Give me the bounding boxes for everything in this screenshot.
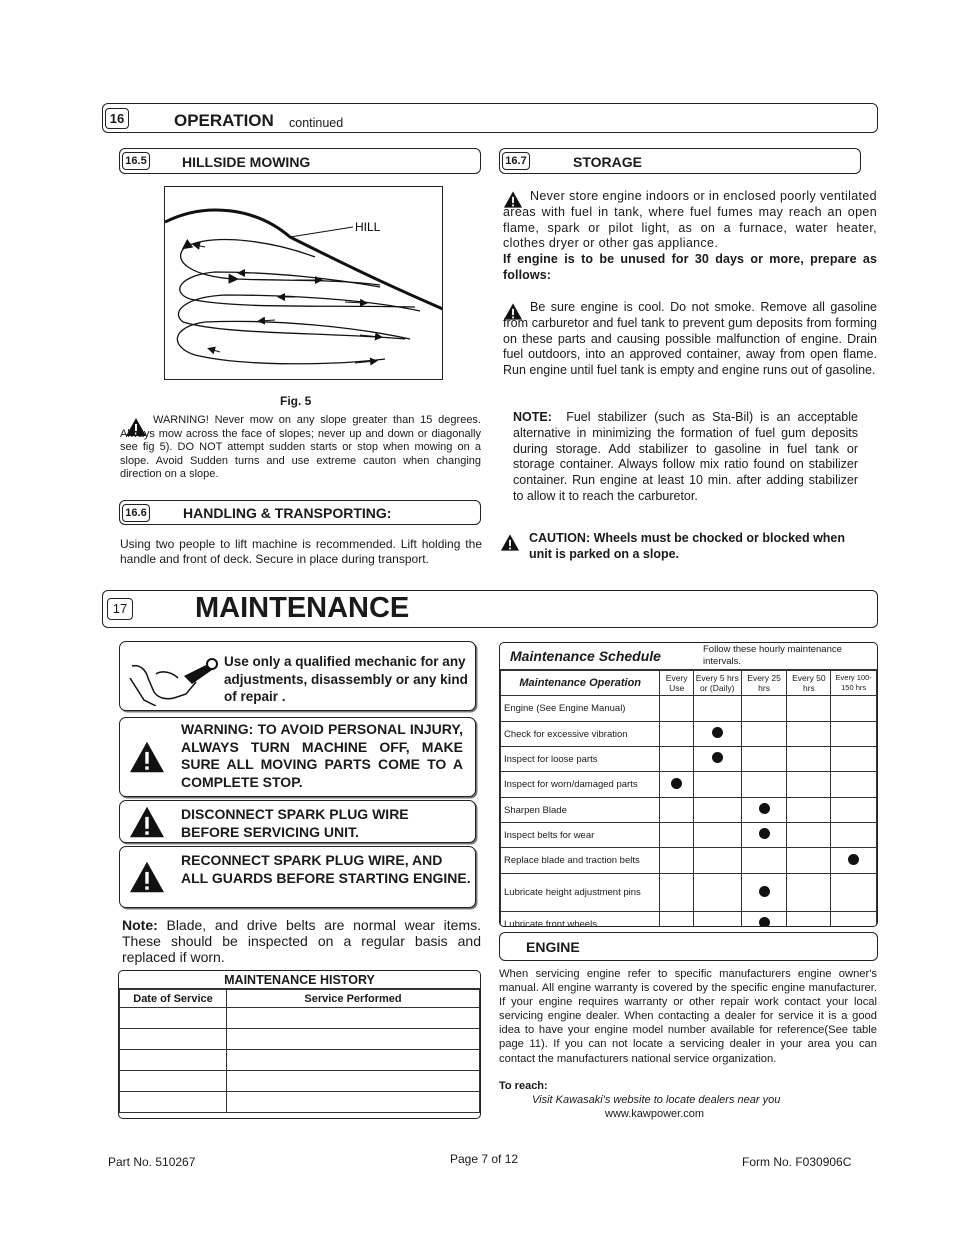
- mechanic-box: [119, 641, 476, 711]
- schedule-header-interval: Every Use: [660, 671, 693, 696]
- schedule-row: [501, 747, 877, 772]
- disconnect-text: DISCONNECT SPARK PLUG WIRE BEFORE SERVICING UNIT.: [181, 806, 409, 840]
- schedule-cell: [693, 912, 741, 928]
- schedule-cell: [741, 747, 787, 772]
- section-number: 17: [107, 598, 133, 620]
- schedule-cell: [660, 912, 693, 928]
- note-text: Fuel stabilizer (such as Sta-Bil) is an acceptable alternative in minimizing the formation of fuel gum deposits during storage. Add stabilizer to gasoline in fuel tank or storage container. Always follow mix ratio found on stabilizer container. Run engine at least 10 min. after adding stabilizer to allow it to reach the carburetor.: [513, 410, 858, 503]
- schedule-row: [501, 722, 877, 747]
- section-number: 16: [105, 108, 129, 129]
- schedule-operation: Inspect for worn/damaged parts: [501, 772, 660, 798]
- schedule-cell: [660, 772, 693, 798]
- schedule-header-interval: Every 100-150 hrs: [831, 671, 877, 696]
- schedule-cell: [831, 696, 877, 722]
- interval-dot-icon: [712, 752, 723, 763]
- schedule-row: [501, 823, 877, 848]
- schedule-header-operation: Maintenance Operation: [501, 671, 660, 696]
- schedule-cell: [741, 848, 787, 874]
- schedule-cell: [831, 848, 877, 874]
- warning-icon: [128, 805, 166, 839]
- hill-label: HILL: [355, 220, 381, 234]
- schedule-cell: [741, 823, 787, 848]
- schedule-operation: Inspect belts for wear: [501, 823, 660, 848]
- schedule-cell: [831, 798, 877, 823]
- schedule-cell: [741, 874, 787, 912]
- schedule-row: [501, 798, 877, 823]
- history-col-date: Date of Service: [120, 990, 227, 1008]
- maintenance-history: [118, 970, 481, 1119]
- history-row[interactable]: [120, 1008, 480, 1029]
- form-number: Form No. F030906C: [742, 1155, 852, 1169]
- schedule-cell: [831, 912, 877, 928]
- schedule-cell: [693, 848, 741, 874]
- turn-off-warning-text: WARNING: TO AVOID PERSONAL INJURY, ALWAYS TURN MACHINE OFF, MAKE SURE ALL MOVING PARTS COME TO A COMPLETE STOP.: [181, 721, 463, 790]
- schedule-operation: Inspect for loose parts: [501, 747, 660, 772]
- schedule-cell: [787, 823, 831, 848]
- schedule-operation: Sharpen Blade: [501, 798, 660, 823]
- schedule-cell: [693, 874, 741, 912]
- schedule-cell: [693, 772, 741, 798]
- schedule-cell: [831, 772, 877, 798]
- schedule-cell: [787, 722, 831, 747]
- interval-dot-icon: [759, 828, 770, 839]
- warning-icon: [128, 860, 166, 894]
- wear-note: [122, 917, 481, 965]
- interval-dot-icon: [759, 917, 770, 927]
- hill-diagram: [165, 187, 442, 379]
- storage-note: [513, 410, 858, 505]
- schedule-cell: [741, 798, 787, 823]
- interval-dot-icon: [712, 727, 723, 738]
- storage-paragraph-1: [503, 189, 877, 284]
- transport-text: Using two people to lift machine is recommended. Lift holding the handle and front of deck. Secure in place during transport.: [120, 537, 482, 566]
- engine-text: When servicing engine refer to specific manufacturers engine owner's manual. All engine warranty is covered by the specific engine manufacturer. If your engine requires warranty or other repair work contact your local servicing engine dealer. When contacting a dealer for service it is a good idea to have your engine model number available for reference(See table page 11). If you can not locate a servicing dealer in your area you can contact the manufacturers national service organization.: [499, 968, 877, 1065]
- schedule-operation: Lubricate front wheels: [501, 912, 660, 928]
- schedule-cell: [660, 848, 693, 874]
- note-label: NOTE:: [513, 410, 552, 424]
- subsection-number: 16.5: [122, 152, 150, 170]
- schedule-cell: [787, 874, 831, 912]
- schedule-cell: [693, 696, 741, 722]
- schedule-cell: [660, 696, 693, 722]
- wear-note-label: Note:: [122, 917, 158, 933]
- schedule-cell: [831, 823, 877, 848]
- schedule-cell: [787, 798, 831, 823]
- history-row[interactable]: [120, 1092, 480, 1113]
- schedule-title: Maintenance Schedule: [510, 648, 661, 664]
- schedule-header-interval: Every 5 hrs or (Daily): [693, 671, 741, 696]
- history-table: [119, 989, 480, 1113]
- schedule-row: [501, 912, 877, 928]
- disconnect-box: [119, 800, 476, 843]
- caution-text: CAUTION: Wheels must be chocked or blocked when unit is parked on a slope.: [529, 531, 846, 561]
- storage-text-1: Never store engine indoors or in enclosed poorly ventilated areas with fuel in tank, where fuel fumes may reach an open flame, spark or pilot light, as on a furnace, water heater, clothes dryer or other gas appliance.: [503, 189, 877, 251]
- schedule-cell: [787, 848, 831, 874]
- figure-caption: Fig. 5: [280, 394, 312, 408]
- history-title: MAINTENANCE HISTORY: [119, 971, 480, 989]
- subsection-number: 16.6: [122, 504, 150, 522]
- maintenance-schedule: [499, 642, 878, 927]
- subsection-title: STORAGE: [573, 154, 642, 170]
- schedule-row: [501, 874, 877, 912]
- turn-off-warning-box: [119, 717, 476, 797]
- schedule-row: [501, 696, 877, 722]
- history-row[interactable]: [120, 1050, 480, 1071]
- hillside-warning-text: WARNING! Never mow on any slope greater than 15 degrees. Always mow across the face of slopes; never up and down or diagonally see fig 5). DO NOT attempt sudden starts or stop when mowing on a slope. Avoid Sudden turns and use extreme cauton when changing direction on a slope.: [120, 414, 481, 480]
- schedule-cell: [787, 696, 831, 722]
- schedule-cell: [831, 874, 877, 912]
- page-number: Page 7 of 12: [450, 1152, 519, 1166]
- storage-text-2: Be sure engine is cool. Do not smoke. Remove all gasoline from carburetor and fuel tank to prevent gum deposits from forming on these parts and causing possible malfunction of engine. Drain fuel outdoors, into an approved container, away from open flame. Run engine until fuel tank is empty and engine runs out of gasoline.: [503, 300, 877, 378]
- section-title: MAINTENANCE: [195, 592, 410, 624]
- schedule-cell: [831, 747, 877, 772]
- schedule-cell: [741, 772, 787, 798]
- interval-dot-icon: [759, 886, 770, 897]
- reach-label: To reach:: [499, 1080, 548, 1092]
- schedule-operation: Replace blade and traction belts: [501, 848, 660, 874]
- history-row[interactable]: [120, 1029, 480, 1050]
- schedule-subtitle: Follow these hourly maintenance intervals.: [703, 644, 842, 667]
- schedule-cell: [660, 798, 693, 823]
- hill-figure: [164, 186, 443, 380]
- history-col-service: Service Performed: [227, 990, 480, 1008]
- history-row[interactable]: [120, 1071, 480, 1092]
- schedule-cell: [660, 747, 693, 772]
- subsection-16-7-header: [499, 148, 861, 174]
- schedule-cell: [787, 912, 831, 928]
- schedule-operation: Lubricate height adjustment pins: [501, 874, 660, 912]
- interval-dot-icon: [848, 854, 859, 865]
- schedule-cell: [693, 823, 741, 848]
- schedule-cell: [660, 823, 693, 848]
- subsection-number: 16.7: [502, 152, 530, 170]
- engine-title: ENGINE: [526, 939, 580, 955]
- schedule-table: [500, 670, 877, 927]
- reach-text: Visit Kawasaki's website to locate dealers near you: [532, 1094, 781, 1106]
- interval-dot-icon: [671, 778, 682, 789]
- schedule-cell: [741, 696, 787, 722]
- schedule-cell: [693, 798, 741, 823]
- reconnect-text: RECONNECT SPARK PLUG WIRE, AND ALL GUARDS BEFORE STARTING ENGINE.: [181, 852, 471, 886]
- warning-icon: [500, 533, 520, 552]
- schedule-header-interval: Every 50 hrs: [787, 671, 831, 696]
- schedule-operation: Check for excessive vibration: [501, 722, 660, 747]
- schedule-cell: [787, 747, 831, 772]
- schedule-cell: [741, 912, 787, 928]
- warning-icon: [128, 740, 166, 774]
- schedule-cell: [693, 722, 741, 747]
- interval-dot-icon: [759, 803, 770, 814]
- section-subtitle: continued: [289, 116, 344, 130]
- reconnect-box: [119, 846, 476, 908]
- wrench-hand-icon: [126, 656, 218, 706]
- wear-note-text: Blade, and drive belts are normal wear items. These should be inspected on a regular basis and replaced if worn.: [122, 917, 481, 965]
- subsection-title: HILLSIDE MOWING: [182, 154, 311, 170]
- schedule-cell: [831, 722, 877, 747]
- schedule-cell: [693, 747, 741, 772]
- kawasaki-url[interactable]: www.kawpower.com: [605, 1108, 705, 1120]
- schedule-cell: [741, 722, 787, 747]
- schedule-cell: [660, 722, 693, 747]
- schedule-row: [501, 772, 877, 798]
- part-number: Part No. 510267: [108, 1155, 196, 1169]
- mechanic-text: Use only a qualified mechanic for any adjustments, disassembly or any kind of repair .: [224, 654, 468, 704]
- schedule-cell: [787, 772, 831, 798]
- schedule-row: [501, 848, 877, 874]
- schedule-operation: Engine (See Engine Manual): [501, 696, 660, 722]
- storage-text-1-bold: If engine is to be unused for 30 days or more, prepare as follows:: [503, 252, 877, 282]
- schedule-cell: [660, 874, 693, 912]
- schedule-header-interval: Every 25 hrs: [741, 671, 787, 696]
- section-title: OPERATION: [174, 111, 274, 130]
- subsection-title: HANDLING & TRANSPORTING:: [183, 505, 392, 521]
